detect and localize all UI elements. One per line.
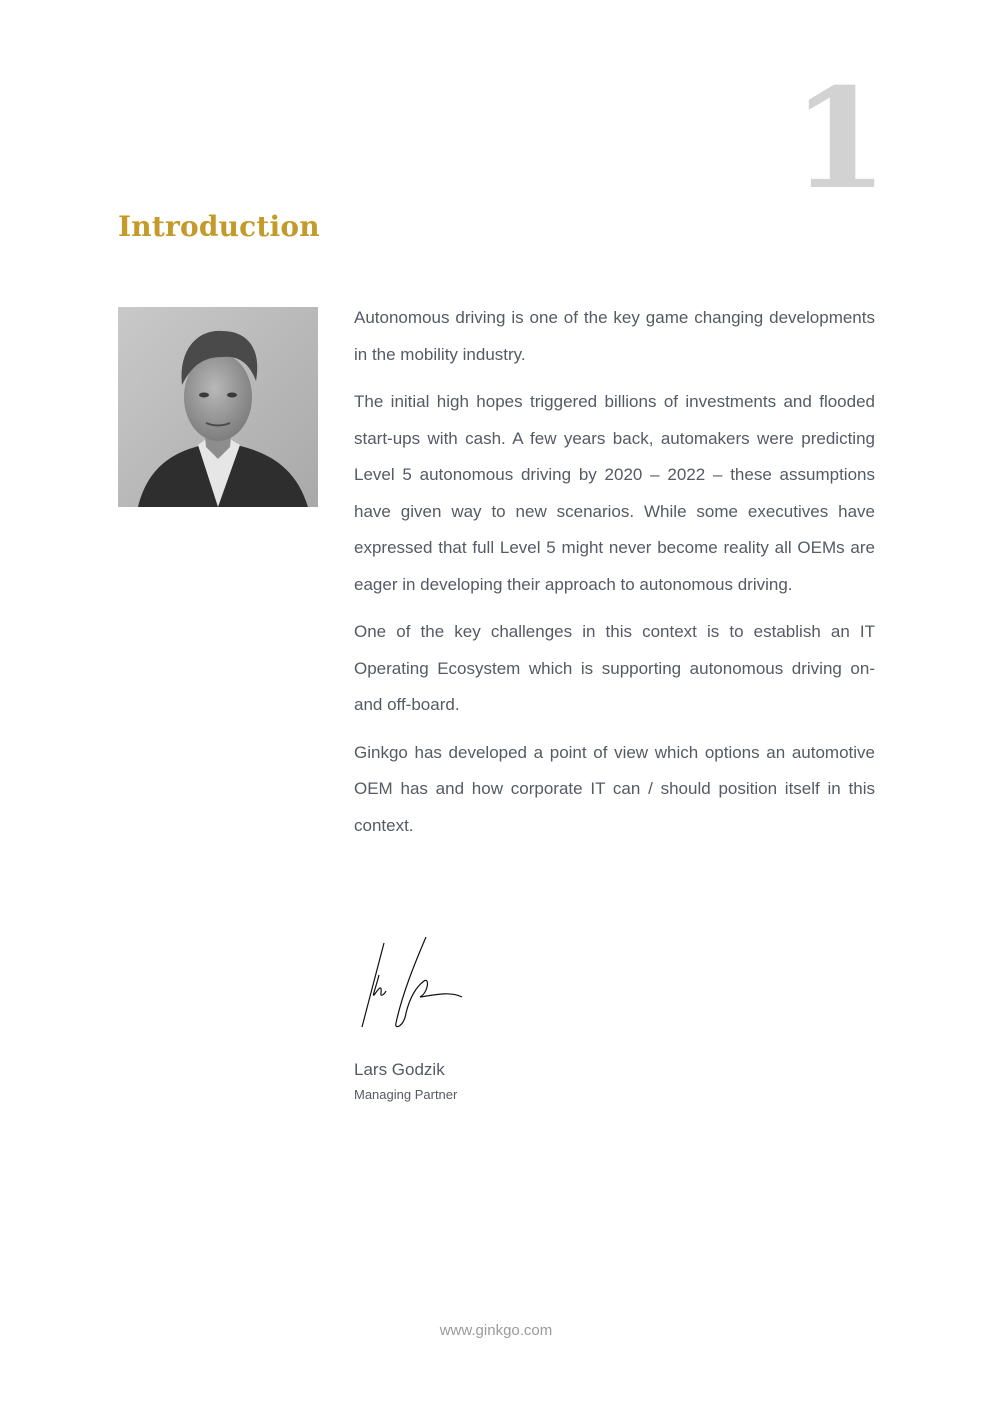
paragraph: Ginkgo has developed a point of view which options an automotive OEM has and how corporate IT can / should position itself in this context.	[354, 742, 875, 835]
footer-url[interactable]: www.ginkgo.com	[439, 1322, 553, 1339]
page-title: Introduction	[118, 210, 320, 243]
author-portrait	[118, 307, 318, 507]
signer-name: Lars Godzik	[354, 1060, 445, 1079]
paragraph: One of the key challenges in this context is to establish an IT Operating Ecosystem which is supporting autonomous driving on- and off-board.	[354, 622, 875, 714]
body-text	[354, 300, 875, 855]
paragraph: Autonomous driving is one of the key game changing developments in the mobility industry.	[354, 308, 875, 364]
signer-role: Managing Partner	[354, 1087, 458, 1102]
signature	[354, 935, 474, 1030]
chapter-number: 1	[791, 57, 889, 220]
paragraph: The initial high hopes triggered billions of investments and flooded start-ups with cash. A few years back, automakers were predicting Level 5 autonomous driving by 2020 – 2022 – these assumptions have given way to new scenarios. While some executives have expressed that full Level 5 might never become reality all OEMs are eager in developing their approach to autonomous driving.	[354, 392, 875, 594]
